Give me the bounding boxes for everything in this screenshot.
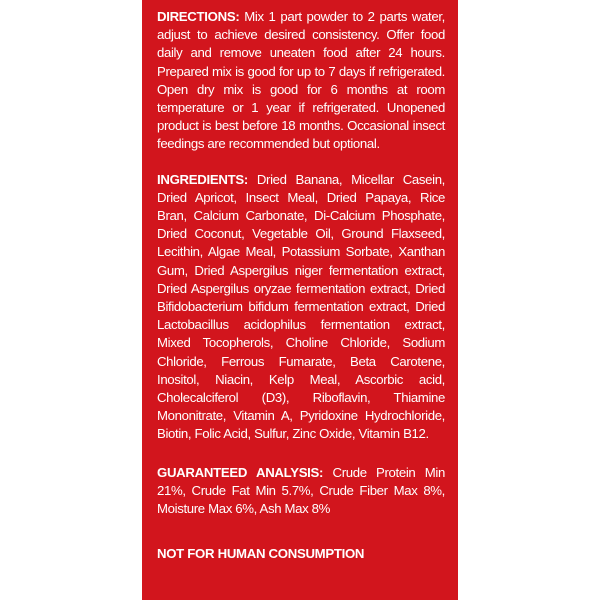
human-consumption-warning: NOT FOR HUMAN CONSUMPTION	[157, 546, 365, 562]
guaranteed-analysis-heading: GUARANTEED ANALYSIS:	[157, 464, 324, 480]
directions-heading: DIRECTIONS:	[157, 9, 240, 24]
directions-section	[157, 8, 445, 154]
product-label-panel	[142, 0, 458, 600]
ingredients-heading: INGREDIENTS:	[157, 171, 248, 187]
ingredients-section	[157, 171, 445, 444]
ingredients-text: Dried Banana, Micellar Casein, Dried Apricot, Insect Meal, Dried Papaya, Rice Bran, Calcium Carbonate, Di-Calcium Phosphate, Dried Coconut, Vegetable Oil, Ground Flaxseed, Lecithin, Algae Meal, Potassium Sorbate, Xanthan Gum, Dried Aspergilus niger fermentation extract, Dried Aspergilus oryzae fermentation extract, Dried Bifidobacterium bifidum fermentation extract, Dried Lactobacillus acidophilus fermentation extract, Mixed Tocopherols, Choline Chloride, Sodium Chloride, Ferrous Fumarate, Beta Carotene, Inositol, Niacin, Kelp Meal, Ascorbic acid, Cholecalciferol (D3), Riboflavin, Thiamine Mononitrate, Vitamin A, Pyridoxine Hydrochloride, Biotin, Folic Acid, Sulfur, Zinc Oxide, Vitamin B12.	[157, 171, 445, 442]
guaranteed-analysis-text: Crude Protein Min 21%, Crude Fat Min 5.7%, Crude Fiber Max 8%, Moisture Max 6%, Ash Max 8%	[157, 464, 445, 517]
guaranteed-analysis-section	[157, 464, 445, 519]
directions-text: Mix 1 part powder to 2 parts water, adjust to achieve desired consistency. Offer food daily and remove uneaten food after 24 hours. Prepared mix is good for up to 7 days if refrigerated. Open dry mix is good for 6 months at room temperature or 1 year if refrigerated. Unopened product is best before 18 months. Occasional insect feedings are recommended but optional.	[157, 9, 445, 152]
